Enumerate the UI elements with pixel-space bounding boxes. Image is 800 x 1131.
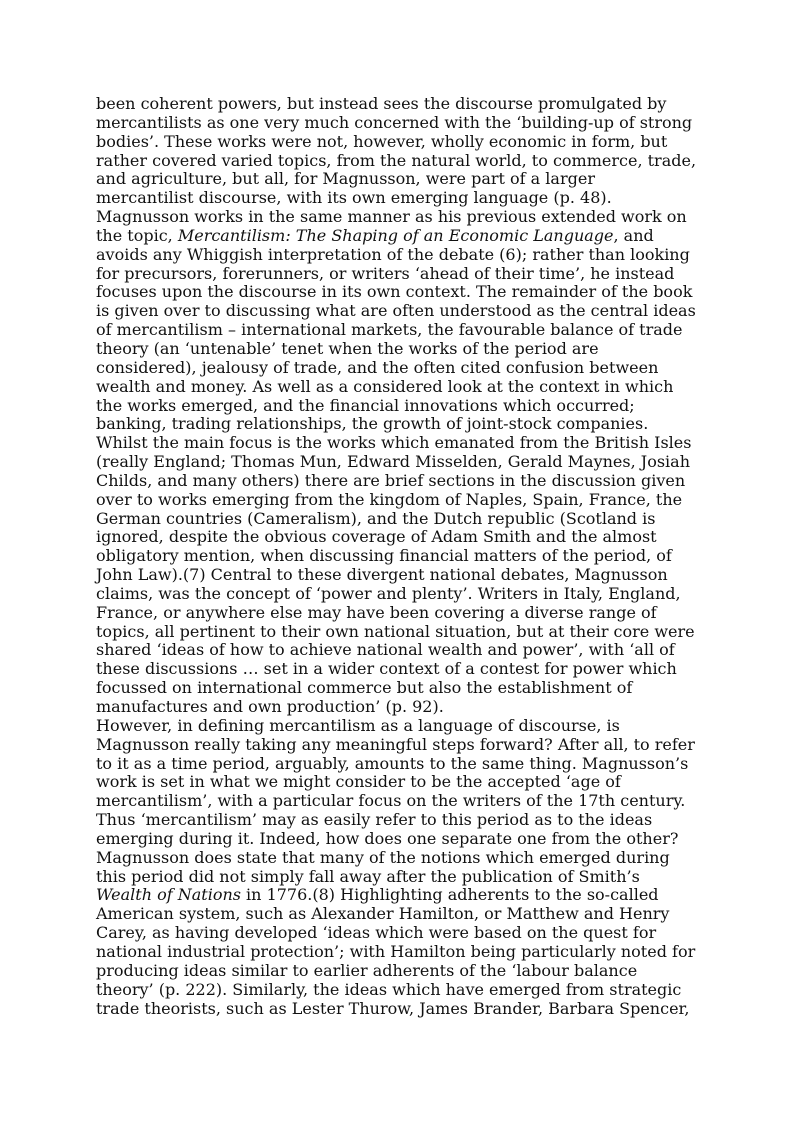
paragraph-2	[96, 208, 708, 717]
text-segment: in 1776.(8) Highlighting adherents to the so-called	[240, 885, 659, 905]
text-line: mercantilist discourse, with its own emerging language (p. 48).	[96, 188, 612, 208]
text-line: Whilst the main focus is the works which emanated from the British Isles	[96, 433, 692, 453]
text-line: this period did not simply fall away after the publication of Smith’s	[96, 866, 640, 886]
text-line: considered), jealousy of trade, and the often cited confusion between	[96, 357, 659, 377]
text-line: France, or anywhere else may have been covering a diverse range of	[96, 602, 657, 622]
text-line: over to works emerging from the kingdom of Naples, Spain, France, the	[96, 489, 683, 509]
text-line: ignored, despite the obvious coverage of Adam Smith and the almost	[96, 527, 657, 547]
text-line: obligatory mention, when discussing financial matters of the period, of	[96, 546, 672, 566]
text-line	[96, 227, 708, 246]
text-line: bodies’. These works were not, however, wholly economic in form, but	[96, 131, 668, 151]
text-line: Carey, as having developed ‘ideas which were based on the quest for	[96, 923, 657, 943]
text-line: producing ideas similar to earlier adherents of the ‘labour balance	[96, 960, 638, 980]
text-line: Magnusson works in the same manner as his previous extended work on	[96, 207, 687, 227]
text-line: Childs, and many others) there are brief sections in the discussion given	[96, 470, 686, 490]
text-line: focussed on international commerce but also the establishment of	[96, 678, 633, 698]
document-page	[96, 95, 708, 1018]
text-line: shared ‘ideas of how to achieve national wealth and power’, with ‘all of	[96, 640, 675, 660]
text-line: these discussions … set in a wider context of a contest for power which	[96, 659, 677, 679]
book-title-italic: Wealth of Nations	[96, 885, 241, 905]
text-line: claims, was the concept of ‘power and plenty’. Writers in Italy, England,	[96, 583, 681, 603]
text-line: Thus ‘mercantilism’ may as easily refer to this period as to the ideas	[96, 810, 653, 830]
text-line: trade theorists, such as Lester Thurow, James Brander, Barbara Spencer,	[96, 998, 690, 1018]
text-segment: , and	[613, 225, 654, 245]
text-line: to it as a time period, arguably, amounts to the same thing. Magnusson’s	[96, 753, 689, 773]
text-line: and agriculture, but all, for Magnusson, were part of a larger	[96, 169, 595, 189]
paragraph-1	[96, 95, 708, 208]
text-line: avoids any Whiggish interpretation of the debate (6); rather than looking	[96, 244, 690, 264]
text-line	[96, 886, 708, 905]
text-line: banking, trading relationships, the growth of joint-stock companies.	[96, 414, 649, 434]
text-line: mercantilism’, with a particular focus on the writers of the 17th century.	[96, 791, 686, 811]
text-line: topics, all pertinent to their own national situation, but at their core were	[96, 621, 695, 641]
text-line: work is set in what we might consider to be the accepted ‘age of	[96, 772, 621, 792]
text-line: German countries (Cameralism), and the Dutch republic (Scotland is	[96, 508, 656, 528]
text-line: wealth and money. As well as a considered look at the context in which	[96, 376, 674, 396]
text-line: emerging during it. Indeed, how does one separate one from the other?	[96, 828, 679, 848]
text-line: theory (an ‘untenable’ tenet when the works of the period are	[96, 338, 599, 358]
text-line: John Law).(7) Central to these divergent national debates, Magnusson	[96, 565, 668, 585]
text-segment: the topic,	[96, 225, 178, 245]
text-line: is given over to discussing what are often understood as the central ideas	[96, 301, 696, 321]
text-line: national industrial protection’; with Hamilton being particularly noted for	[96, 941, 696, 961]
paragraph-3	[96, 717, 708, 1019]
text-line: However, in defining mercantilism as a language of discourse, is	[96, 715, 620, 735]
text-line: theory’ (p. 222). Similarly, the ideas which have emerged from strategic	[96, 979, 682, 999]
text-line: for precursors, forerunners, or writers ‘ahead of their time’, he instead	[96, 263, 675, 283]
text-line: American system, such as Alexander Hamilton, or Matthew and Henry	[96, 904, 670, 924]
text-line: focuses upon the discourse in its own context. The remainder of the book	[96, 282, 693, 302]
text-line: of mercantilism – international markets, the favourable balance of trade	[96, 320, 683, 340]
text-line: the works emerged, and the financial innovations which occurred;	[96, 395, 635, 415]
book-title-italic: Mercantilism: The Shaping of an Economic Language	[177, 225, 614, 245]
text-line: mercantilists as one very much concerned with the ‘building-up of strong	[96, 112, 693, 132]
text-line: manufactures and own production’ (p. 92).	[96, 697, 444, 716]
text-line: been coherent powers, but instead sees the discourse promulgated by	[96, 94, 667, 113]
text-line: (really England; Thomas Mun, Edward Misselden, Gerald Maynes, Josiah	[96, 452, 690, 472]
text-line: Magnusson really taking any meaningful steps forward? After all, to refer	[96, 734, 695, 754]
text-line: Magnusson does state that many of the notions which emerged during	[96, 847, 670, 867]
text-line: rather covered varied topics, from the natural world, to commerce, trade,	[96, 150, 697, 170]
